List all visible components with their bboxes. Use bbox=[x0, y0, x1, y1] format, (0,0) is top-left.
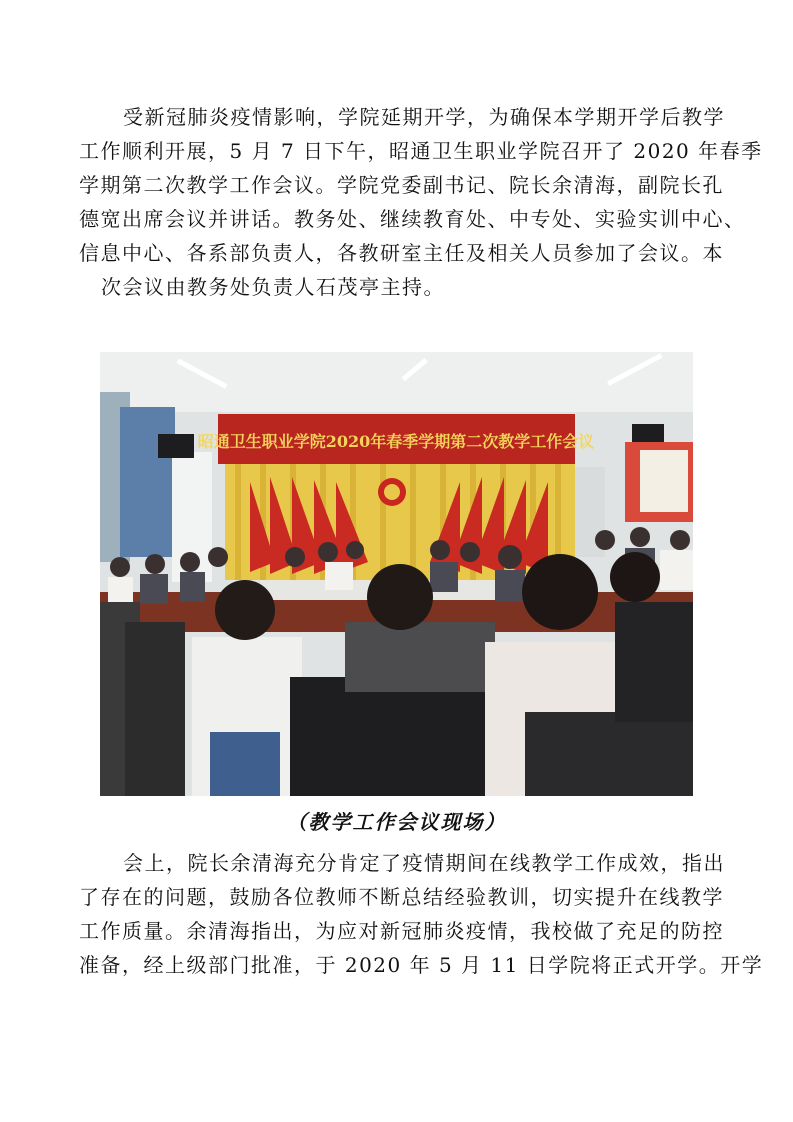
paragraph-line: 准备，经上级部门批准，于 2020 年 5 月 11 日学院将正式开学。开学 bbox=[79, 953, 764, 977]
paragraph-line: 学期第二次教学工作会议。学院党委副书记、院长余清海，副院长孔 bbox=[79, 173, 724, 197]
paragraph-line: 信息中心、各系部负责人，各教研室主任及相关人员参加了会议。本 bbox=[79, 241, 724, 265]
paragraph-line: 次会议由教务处负责人石茂亭主持。 bbox=[101, 275, 445, 299]
paragraph-line: 会上，院长余清海充分肯定了疫情期间在线教学工作成效，指出 bbox=[123, 851, 725, 875]
paragraph-line: 德宽出席会议并讲话。教务处、继续教育处、中专处、实验实训中心、 bbox=[79, 207, 746, 231]
intro-paragraph bbox=[79, 100, 763, 304]
banner-text: 昭通卫生职业学院2020年春季学期第二次教学工作会议 bbox=[197, 432, 595, 451]
body-paragraph bbox=[79, 846, 764, 982]
paragraph-line: 工作顺利开展，5 月 7 日下午，昭通卫生职业学院召开了 2020 年春季 bbox=[79, 139, 763, 163]
meeting-photo bbox=[100, 352, 693, 796]
paragraph-line: 工作质量。余清海指出，为应对新冠肺炎疫情，我校做了充足的防控 bbox=[79, 919, 724, 943]
photo-caption: （教学工作会议现场） bbox=[286, 810, 507, 834]
paragraph-line: 受新冠肺炎疫情影响，学院延期开学，为确保本学期开学后教学 bbox=[123, 105, 725, 129]
paragraph-line: 了存在的问题，鼓励各位教师不断总结经验教训，切实提升在线教学 bbox=[79, 885, 724, 909]
